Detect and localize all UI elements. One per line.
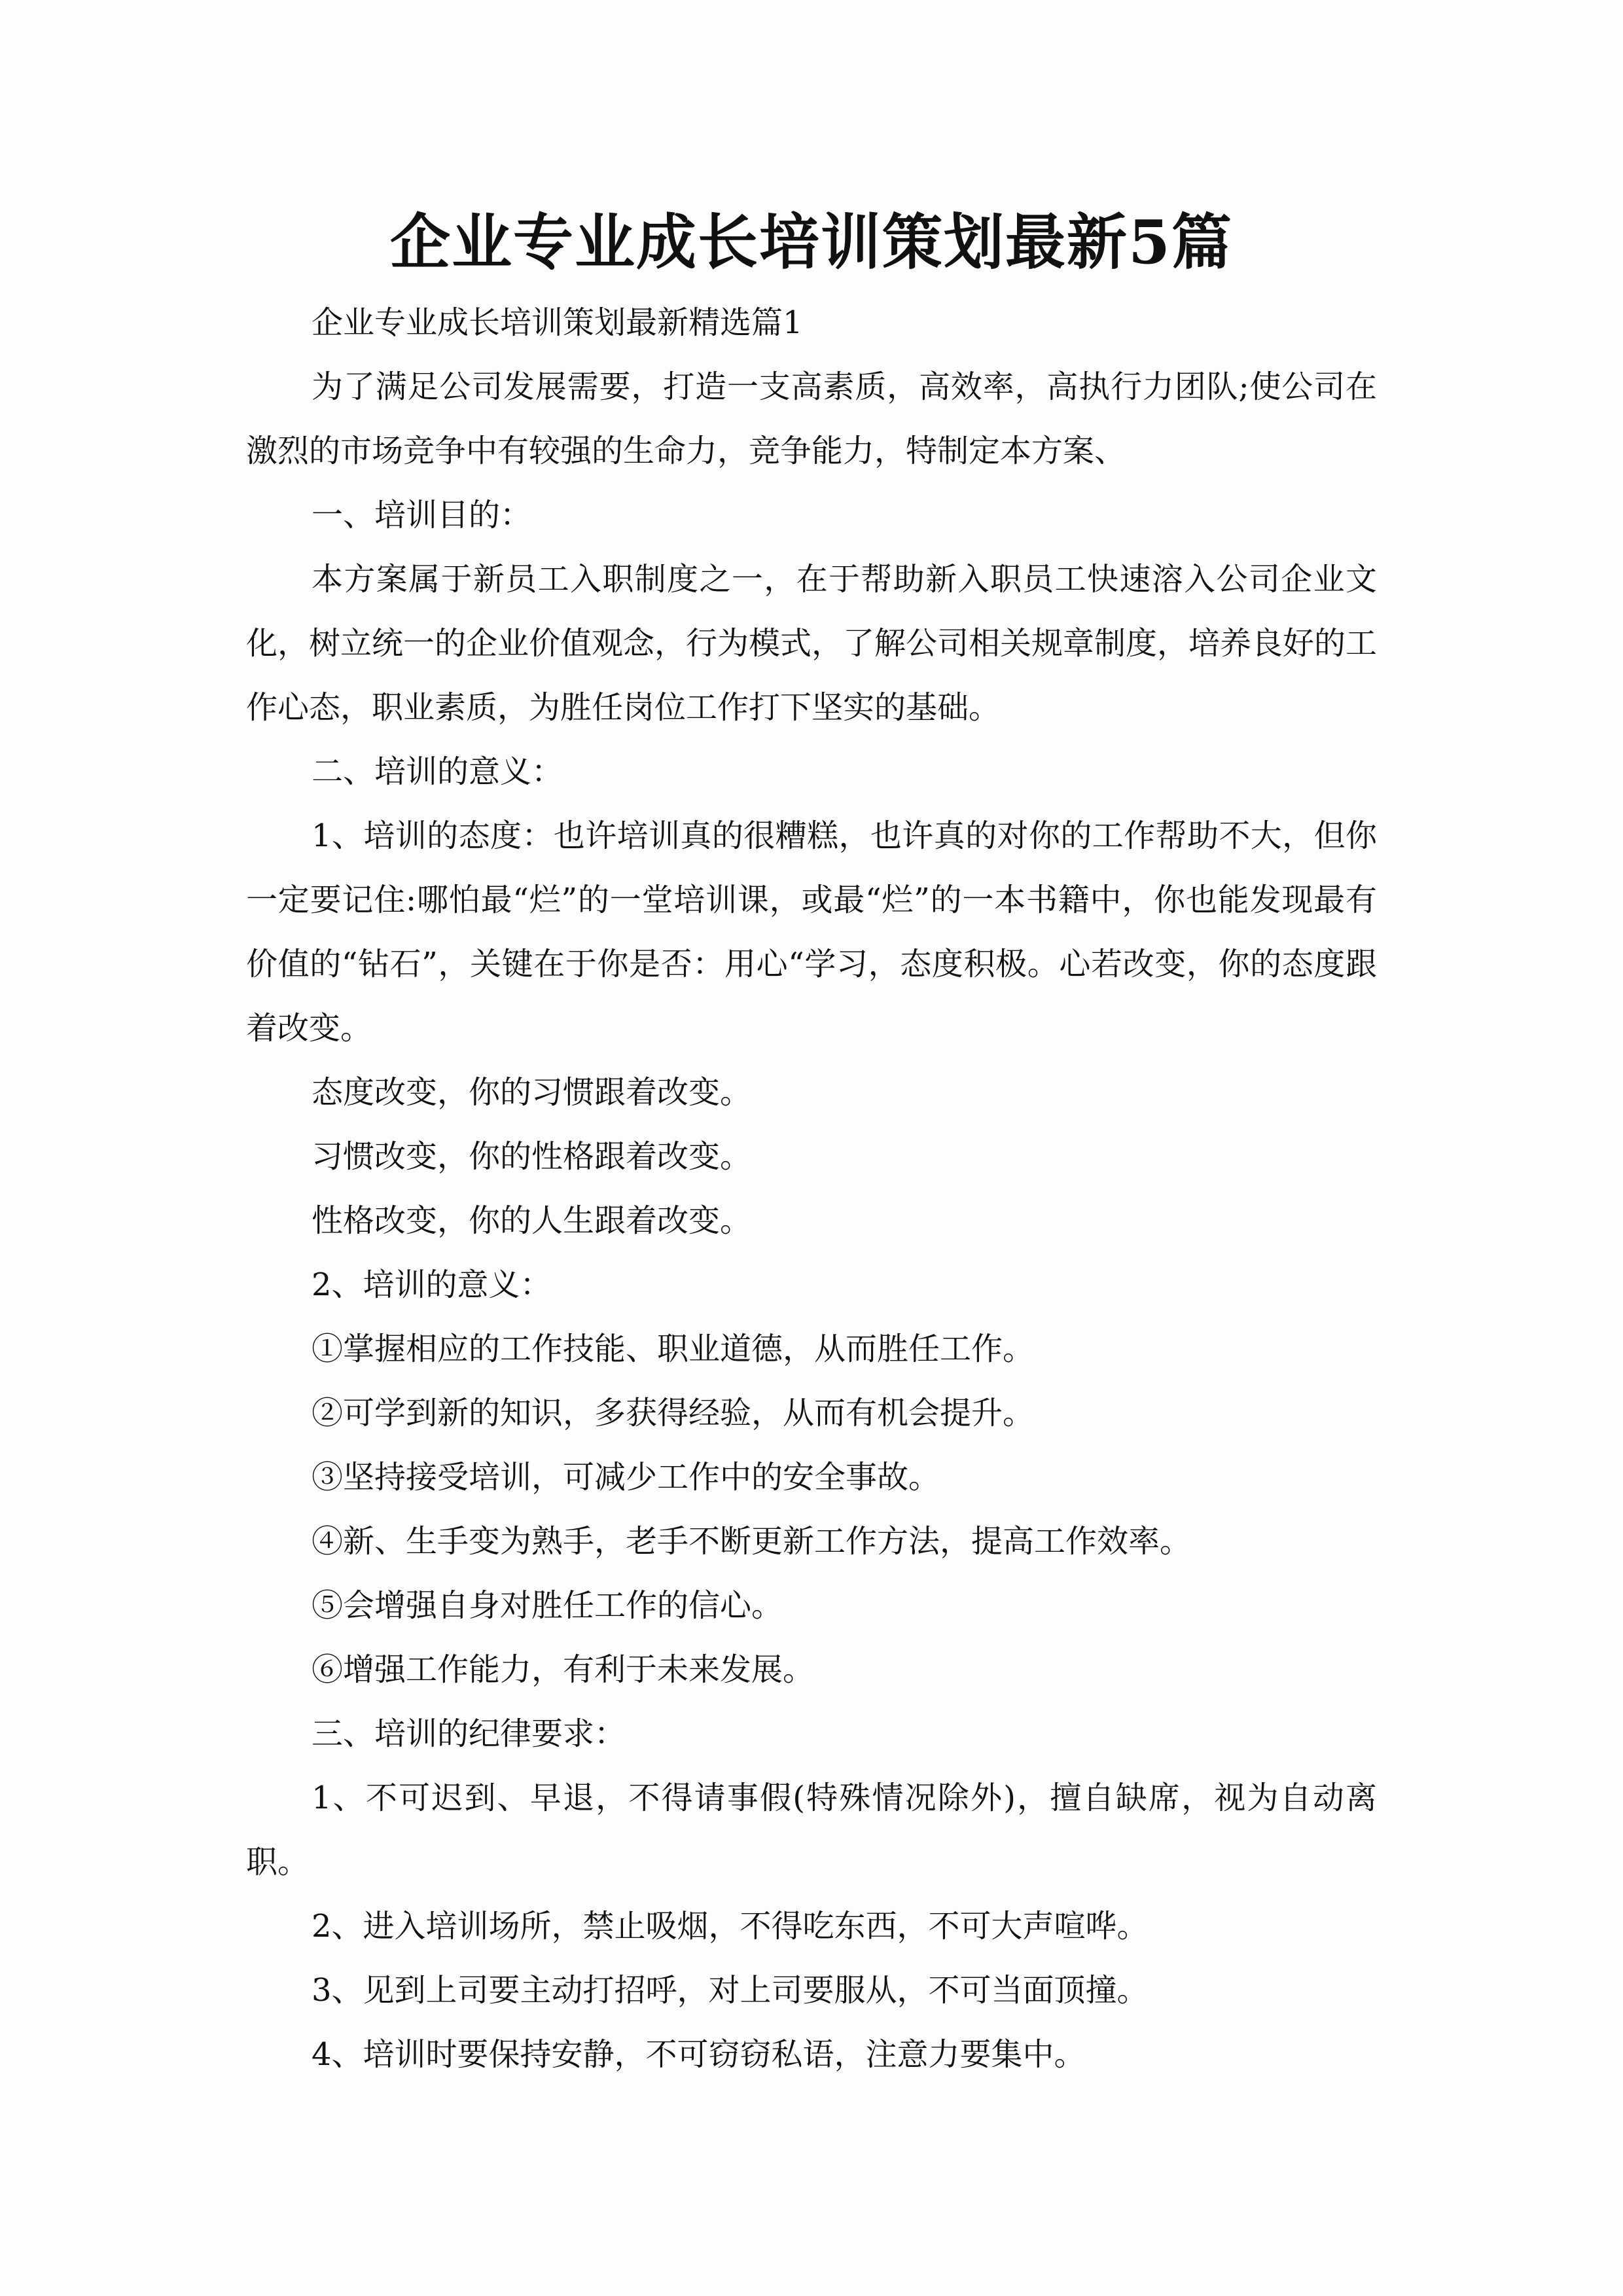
document-title: 企业专业成长培训策划最新5篇	[389, 207, 1233, 278]
attitude-line-2: 习惯改变，你的性格跟着改变。	[312, 1138, 752, 1175]
section-heading-1: 企业专业成长培训策划最新精选篇1	[312, 304, 803, 341]
discipline-item-3: 3、见到上司要主动打招呼，对上司要服从，不可当面顶撞。	[312, 1972, 1149, 2009]
heading-training-purpose: 一、培训目的：	[312, 497, 532, 533]
discipline-item-2: 2、进入培训场所，禁止吸烟，不得吃东西，不可大声喧哗。	[312, 1908, 1149, 1945]
discipline-item-4: 4、培训时要保持安静，不可窃窃私语，注意力要集中。	[312, 2036, 1086, 2073]
heading-discipline: 三、培训的纪律要求：	[312, 1715, 626, 1752]
heading-training-meaning: 二、培训的意义：	[312, 753, 563, 790]
meaning-item-2: ②可学到新的知识，多获得经验，从而有机会提升。	[312, 1395, 1035, 1431]
meaning-item-6: ⑥增强工作能力，有利于未来发展。	[312, 1651, 815, 1688]
meaning-item-1: ①掌握相应的工作技能、职业道德，从而胜任工作。	[312, 1331, 1035, 1367]
attitude-line-3: 性格改变，你的人生跟着改变。	[312, 1202, 752, 1239]
meaning-item-5: ⑤会增强自身对胜任工作的信心。	[312, 1587, 783, 1624]
purpose-paragraph: 本方案属于新员工入职制度之一，在于帮助新入职员工快速溶入公司企业文化，树立统一的企业价值观念，行为模式，了解公司相关规章制度，培养良好的工作心态，职业素质，为胜任岗位工作打下坚实的基础。	[246, 561, 1378, 726]
attitude-paragraph: 1、培训的态度：也许培训真的很糟糕，也许真的对你的工作帮助不大，但你一定要记住:哪怕最“烂”的一堂培训课，或最“烂”的一本书籍中，你也能发现最有价值的“钻石”，关键在于你是否：用心“学习，态度积极。心若改变，你的态度跟着改变。	[246, 817, 1377, 1047]
meaning-item-3: ③坚持接受培训，可减少工作中的安全事故。	[312, 1459, 940, 1496]
discipline-item-1: 1、不可迟到、早退，不得请事假(特殊情况除外)，擅自缺席，视为自动离职。	[246, 1780, 1377, 1880]
subheading-meaning: 2、培训的意义：	[312, 1266, 552, 1303]
document-body	[246, 291, 1377, 2087]
intro-paragraph: 为了满足公司发展需要，打造一支高素质，高效率，高执行力团队;使公司在激烈的市场竞争中有较强的生命力，竞争能力，特制定本方案、	[246, 368, 1377, 469]
meaning-item-4: ④新、生手变为熟手，老手不断更新工作方法，提高工作效率。	[312, 1523, 1192, 1560]
attitude-line-1: 态度改变，你的习惯跟着改变。	[312, 1074, 752, 1111]
